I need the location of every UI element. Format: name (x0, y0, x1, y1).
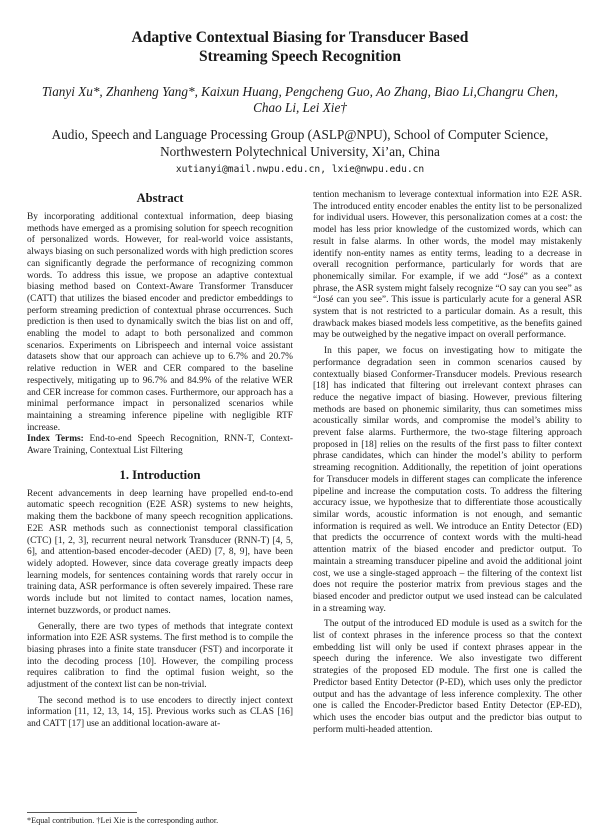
abstract-heading: Abstract (136, 191, 184, 205)
author-emails: xutianyi@mail.nwpu.edu.cn, lxie@nwpu.edu.cn (175, 164, 425, 175)
index-terms-label: Index Terms: (27, 434, 84, 445)
intro-paragraph-4: In this paper, we focus on investigating how to mitigate the performance degradation seen in common scenarios caused by contextually biased Conformer-Transducer models. Previous research [18] has indicated that filtering out irrelevant context phrases can reduce the negative impact of biasing. However, previous filtering methods are based on phonemic similarity, thus can sometimes miss acoustically similar words, and compromise the model’s ability to prevent false alarms. Furthermore, the two-stage filtering approach proposed in [18] relies on the results of the first pass to filter context phrase candidates, which can hinder the model’s ability to perform streaming recognition. Additionally, the repetition of joint operations for Transducer models in different stages can complicate the inference pipeline and increase the computation costs. To address the filtering accuracy issue, we hypothesize that to differentiate those acoustically similar words, acoustic information is not enough, and semantic information is required as well. We introduce an Entity Detector (ED) that predicts the occurrence of context words with the multi-head attention matrix of the biased encoder and predictor output. To maintain a streaming transducer pipeline and avoid the additional joint cost, we use a single-staged approach – the filtering of the context list does not require the posterior matrix from previous stages and the biased encoder and predictor output we used instead can be calculated in a streaming way. (313, 346, 582, 614)
intro-paragraph-2: Generally, there are two types of methods that integrate context information into E2E ASR systems. The first method is to compile the biasing phrases into a finite state transducer (FST) and incorporate it into the decoding process [10]. However, the compiling process requires calibration to find the optimal fusion weight, so the adjustment of the context list can be non-trivial. (27, 621, 293, 691)
introduction-heading: 1. Introduction (119, 467, 201, 482)
footnote-rule (27, 812, 137, 813)
intro-paragraph-5: The output of the introduced ED module is used as a switch for the list of context phrases in the inference process so that the context embedding list will only be used if context phrases appear in the speech during the inference. We also investigate two different strategies of the proposed ED module. The first one is called the Predictor based Entity Detector (P-ED), which uses only the predictor output and has the advantage of less inference complexity. The other one is called the Encoder-Predictor based Entity Detector (EP-ED), which uses the encoder bias output and the predictor bias output to perform multi-headed attention. (313, 619, 582, 735)
affiliation-line-2: Northwestern Polytechnical University, Xi’an, China (160, 144, 440, 159)
intro-paragraph-1: Recent advancements in deep learning have propelled end-to-end automatic speech recognition (E2E ASR) systems to new heights, making them the backbone of many speech recognition applications. E2E ASR methods such as connectionist temporal classification (CTC) [1, 2, 3], recurrent neural network Transducer (RNN-T) [4, 5, 6], and attention-based encoder-decoder (AED) [7, 8, 9], have been widely adopted. However, since data coverage greatly impacts deep learning models, for sentences containing words that rarely occur in training data, ASR performance is often severely impaired. These rare words include but not limited to contact names, location names, internet buzzwords, or product names. (27, 488, 293, 616)
right-column (313, 190, 582, 736)
title-line-1: Adaptive Contextual Biasing for Transducer Based (131, 29, 469, 46)
affiliation (0, 126, 600, 160)
authors-line-1: Tianyi Xu*, Zhanheng Yang*, Kaixun Huang, Pengcheng Guo, Ao Zhang, Biao Li,Changru Chen, (41, 84, 559, 99)
footnote: *Equal contribution. †Lei Xie is the corresponding author. (27, 816, 219, 825)
paper-title (0, 28, 600, 66)
affiliation-line-1: Audio, Speech and Language Processing Group (ASLP@NPU), School of Computer Science, (51, 127, 549, 142)
intro-paragraph-3: The second method is to use encoders to directly inject context information [11, 12, 13, 14, 15]. Previous works such as CLAS [16] and CATT [17] use an additional location-aware at- (27, 695, 293, 730)
index-terms-text: End-to-end Speech Recognition, RNN-T, Context-Aware Training, Contextual List Filtering (27, 434, 294, 457)
author-list (0, 84, 600, 116)
authors-line-2: Chao Li, Lei Xie† (253, 100, 347, 115)
abstract-body: By incorporating additional contextual information, deep biasing methods have emerged as a promising solution for speech recognition of personalized words. However, for real-world voice assistants, always biasing on such personalized words with high prediction scores can significantly degrade the performance of recognizing common words. To address this issue, we propose an adaptive contextual biasing method based on Context-Aware Transformer Transducer (CATT) that utilizes the biased encoder and predictor embeddings to perform streaming prediction of contextual phrase occurrences. Such prediction is then used to dynamically switch the bias list on and off, enabling the model to adapt to both personalized and common scenarios. Experiments on Librispeech and internal voice assistant datasets show that our approach can achieve up to 6.7% and 20.7% relative reduction in WER and CER compared to the baseline respectively, mitigating up to 96.7% and 84.9% of the relative WER and CER increase for common cases. Furthermore, our approach has a minimal performance impact in personalized scenarios while maintaining a streaming inference pipeline with negligible RTF increase. (27, 212, 293, 433)
index-terms (27, 434, 293, 457)
intro-paragraph-continued: tention mechanism to leverage contextual information into E2E ASR. The introduced entity encoder enables the entity list to be personalized for individual users. However, this personalization comes at a cost: the model has less prior knowledge of the customized words, which can result in false alarms. In other words, the model may mistakenly identify non-entity names as entity terms, leading to a decrease in overall recognition performance, particularly for words that are phonemically similar. For example, if we add “José” as a context phrase, the ASR system might falsely recognize “O say can you see” as “José can you see”. This issue is particularly acute for a general ASR system that is not restricted to a particular domain. As a result, this drawback makes biased models less competitive, as the benefits gained may be outweighed by the negative impact on overall performance. (313, 190, 582, 341)
left-column (27, 190, 293, 731)
title-line-2: Streaming Speech Recognition (198, 48, 402, 65)
